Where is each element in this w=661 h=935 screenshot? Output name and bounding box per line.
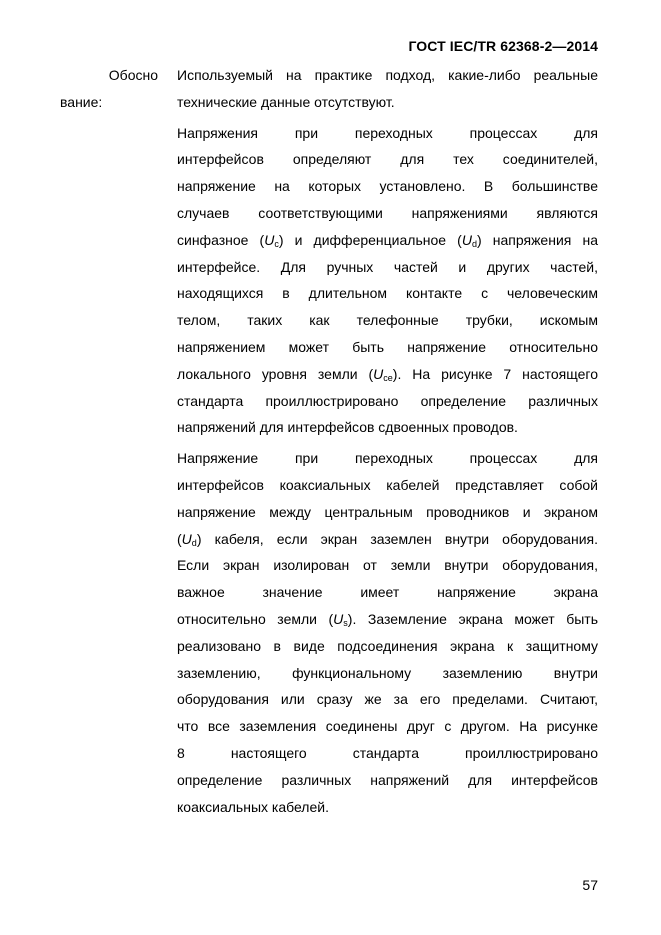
- text-line: напряжением может быть напряжение относительно: [177, 338, 598, 355]
- paragraph-coaxial-cables: [177, 445, 598, 820]
- text-line: интерфейсов определяют для тех соединителей,: [177, 151, 598, 168]
- text-line: находящихся в длительном контакте с человеческим: [177, 285, 598, 302]
- text-line: коаксиальных кабелей.: [177, 798, 329, 815]
- rationale-label-line2: вание:: [60, 94, 103, 110]
- text-line: напряжение между центральным проводников и экраном: [177, 503, 598, 520]
- rationale-label-line1: Обосно: [108, 67, 158, 83]
- text-line: напряжений для интерфейсов сдвоенных проводов.: [177, 419, 518, 436]
- text-line: Используемый на практике подход, какие-либо реальные: [177, 67, 598, 83]
- text-line: заземлению, функциональному заземлению внутри: [177, 664, 598, 681]
- text-line: случаев соответствующими напряжениями являются: [177, 204, 598, 221]
- text-line: что все заземления соединены друг с другом. На рисунке: [177, 718, 598, 735]
- text-line: Напряжения при переходных процессах для: [177, 124, 598, 141]
- text-line: синфазное $(U_c)$ и дифференциальное $(U_d)$ напряжения на: [177, 231, 598, 249]
- text-line: относительно земли $(U_s)$. Заземление экрана может быть: [177, 610, 598, 628]
- text-line: напряжение на которых установлено. В большинстве: [177, 178, 598, 195]
- rationale-label: [60, 62, 158, 116]
- text-line: важное значение имеет напряжение экрана: [177, 584, 598, 601]
- text-line: технические данные отсутствуют.: [177, 93, 395, 110]
- text-line: локального уровня земли $(U_{ce})$. На рисунке 7 настоящего: [177, 365, 598, 383]
- text-line: реализовано в виде подсоединения экрана к защитному: [177, 637, 598, 654]
- paragraph-interface-voltages: [177, 120, 598, 442]
- text-line: определение различных напряжений для интерфейсов: [177, 771, 598, 788]
- text-line: 8 настоящего стандарта проиллюстрировано: [177, 744, 598, 761]
- text-line: Напряжение при переходных процессах для: [177, 450, 598, 467]
- text-line: Если экран изолирован от земли внутри оборудования,: [177, 557, 598, 574]
- paragraph-practice-approach: [177, 62, 598, 116]
- rationale-text: [177, 62, 598, 824]
- text-line: $(U_d)$ кабеля, если экран заземлен внутри оборудования.: [177, 530, 598, 548]
- text-line: оборудования или сразу же за его пределами. Считают,: [177, 691, 598, 708]
- page-number: 57: [582, 877, 598, 893]
- text-line: стандарта проиллюстрировано определение различных: [177, 392, 598, 409]
- text-line: телом, таких как телефонные трубки, искомым: [177, 312, 598, 329]
- text-line: интерфейсе. Для ручных частей и других частей,: [177, 258, 598, 275]
- text-line: интерфейсов коаксиальных кабелей представляет собой: [177, 476, 598, 493]
- document-code-header: ГОСТ IEC/TR 62368-2—2014: [408, 38, 598, 54]
